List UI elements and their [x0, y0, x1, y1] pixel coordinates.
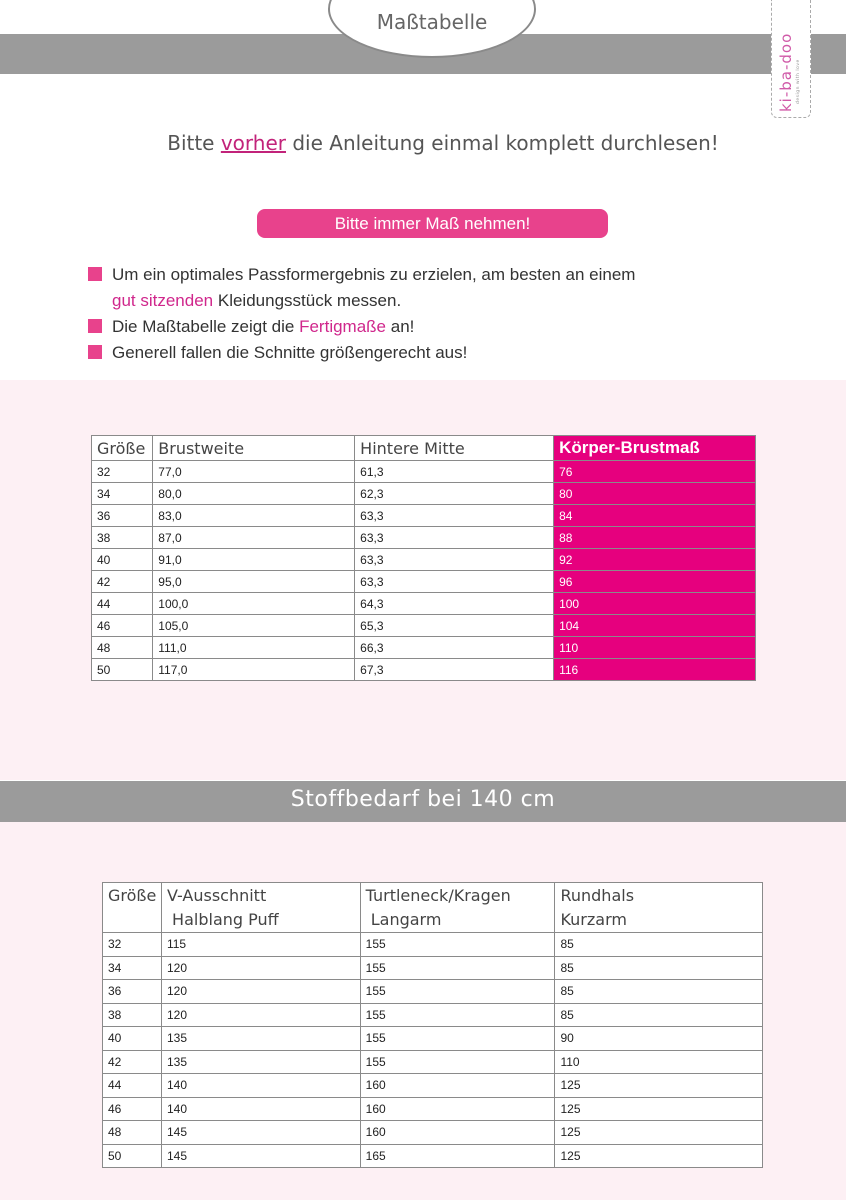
table-cell: 85 [555, 1003, 763, 1027]
brand-logo: ki-ba-doo [777, 32, 795, 112]
table-row [92, 527, 756, 549]
table-cell: 155 [360, 980, 555, 1004]
table-row [92, 571, 756, 593]
table-cell: 160 [360, 1121, 555, 1145]
table-cell: 50 [92, 659, 153, 681]
table-cell: 145 [161, 1121, 360, 1145]
table-cell: 66,3 [355, 637, 554, 659]
table-cell: 85 [555, 980, 763, 1004]
table-cell: 155 [360, 1027, 555, 1051]
table-cell: 65,3 [355, 615, 554, 637]
table-cell: 104 [554, 615, 756, 637]
tip-text: an! [386, 317, 415, 336]
table-cell: 61,3 [355, 461, 554, 483]
fabric-section-title: Stoffbedarf bei 140 cm [290, 787, 556, 812]
table-cell: 46 [92, 615, 153, 637]
tip-highlight: gut sitzenden [112, 291, 214, 310]
table-cell: 36 [103, 980, 162, 1004]
table-cell: 95,0 [153, 571, 355, 593]
table-cell: 42 [103, 1050, 162, 1074]
table-cell: 115 [161, 933, 360, 957]
table-cell: 40 [92, 549, 153, 571]
bullet-square-icon [88, 319, 102, 333]
intro-highlight: vorher [220, 131, 286, 155]
table-cell: 36 [92, 505, 153, 527]
table-cell: 135 [161, 1027, 360, 1051]
tips-list [88, 262, 708, 366]
table-cell: 85 [555, 956, 763, 980]
table-cell: 91,0 [153, 549, 355, 571]
table-row [103, 933, 763, 957]
table-cell: 135 [161, 1050, 360, 1074]
size-table [91, 435, 756, 681]
table-cell: 96 [554, 571, 756, 593]
table-row [103, 1003, 763, 1027]
table-cell: 87,0 [153, 527, 355, 549]
table-cell: 38 [103, 1003, 162, 1027]
table-cell: 125 [555, 1097, 763, 1121]
list-item-continuation [88, 288, 708, 314]
table-cell: 125 [555, 1074, 763, 1098]
table-cell: 85 [555, 933, 763, 957]
table-cell: 120 [161, 1003, 360, 1027]
table-cell: 155 [360, 1050, 555, 1074]
header-line: Halblang Puff [166, 910, 279, 929]
tip-highlight: Fertigmaße [299, 317, 387, 336]
column-header-turtleneck [360, 883, 555, 933]
table-cell: 46 [103, 1097, 162, 1121]
bullet-square-icon [88, 267, 102, 281]
table-cell: 110 [555, 1050, 763, 1074]
table-row [103, 1050, 763, 1074]
table-cell: 63,3 [355, 505, 554, 527]
table-row [92, 593, 756, 615]
table-cell: 32 [92, 461, 153, 483]
brand-tagline: design with love [796, 59, 801, 104]
table-row [103, 980, 763, 1004]
table-cell: 120 [161, 980, 360, 1004]
table-cell: 62,3 [355, 483, 554, 505]
table-row [92, 659, 756, 681]
table-cell: 165 [360, 1144, 555, 1168]
table-row [103, 1027, 763, 1051]
table-cell: 155 [360, 956, 555, 980]
table-cell: 88 [554, 527, 756, 549]
table-cell: 64,3 [355, 593, 554, 615]
column-header-size [103, 883, 162, 933]
column-header-chest-width: Brustweite [153, 436, 355, 461]
table-cell: 140 [161, 1074, 360, 1098]
table-row [103, 956, 763, 980]
column-header-body-chest: Körper-Brustmaß [554, 436, 756, 461]
tip-text: Kleidungsstück messen. [213, 291, 402, 310]
table-cell: 116 [554, 659, 756, 681]
table-cell: 76 [554, 461, 756, 483]
table-cell: 111,0 [153, 637, 355, 659]
list-item [88, 314, 708, 340]
tip-text: Generell fallen die Schnitte größengerecht aus! [112, 343, 468, 362]
table-row [92, 637, 756, 659]
table-cell: 80 [554, 483, 756, 505]
header-line: Langarm [365, 910, 442, 929]
table-cell: 90 [555, 1027, 763, 1051]
size-table-body [92, 461, 756, 681]
header-line: Größe [108, 886, 157, 905]
intro-text [0, 131, 846, 155]
table-row [103, 1097, 763, 1121]
table-cell: 63,3 [355, 527, 554, 549]
tip-text: Die Maßtabelle zeigt die [112, 317, 300, 336]
table-cell: 44 [92, 593, 153, 615]
table-cell: 160 [360, 1097, 555, 1121]
table-row [92, 505, 756, 527]
table-row [103, 1144, 763, 1168]
table-cell: 140 [161, 1097, 360, 1121]
table-cell: 48 [103, 1121, 162, 1145]
table-cell: 83,0 [153, 505, 355, 527]
table-header-row [103, 883, 763, 933]
table-cell: 34 [103, 956, 162, 980]
table-cell: 117,0 [153, 659, 355, 681]
table-cell: 48 [92, 637, 153, 659]
table-cell: 92 [554, 549, 756, 571]
table-cell: 120 [161, 956, 360, 980]
table-header-row [92, 436, 756, 461]
table-cell: 160 [360, 1074, 555, 1098]
table-cell: 42 [92, 571, 153, 593]
header-line: Kurzarm [560, 910, 627, 929]
table-row [92, 549, 756, 571]
table-cell: 34 [92, 483, 153, 505]
table-cell: 100 [554, 593, 756, 615]
table-cell: 105,0 [153, 615, 355, 637]
table-cell: 100,0 [153, 593, 355, 615]
list-item [88, 262, 708, 288]
intro-after: die Anleitung einmal komplett durchlesen! [286, 131, 719, 155]
table-cell: 125 [555, 1144, 763, 1168]
column-header-round-neck [555, 883, 763, 933]
table-cell: 80,0 [153, 483, 355, 505]
tip-text: Um ein optimales Passformergebnis zu erzielen, am besten an einem [112, 265, 636, 284]
header-line: V-Ausschnitt [166, 886, 267, 905]
table-cell: 155 [360, 1003, 555, 1027]
table-cell: 125 [555, 1121, 763, 1145]
table-cell: 50 [103, 1144, 162, 1168]
bullet-square-icon [88, 345, 102, 359]
table-cell: 63,3 [355, 549, 554, 571]
fabric-table [102, 882, 763, 1168]
table-cell: 38 [92, 527, 153, 549]
table-row [92, 615, 756, 637]
table-row [92, 483, 756, 505]
table-row [92, 461, 756, 483]
intro-before: Bitte [167, 131, 221, 155]
table-row [103, 1074, 763, 1098]
page-title: Maßtabelle [376, 10, 488, 34]
table-cell: 32 [103, 933, 162, 957]
table-cell: 77,0 [153, 461, 355, 483]
column-header-v-neck [161, 883, 360, 933]
column-header-size: Größe [92, 436, 153, 461]
fabric-table-body [103, 933, 763, 1168]
table-cell: 145 [161, 1144, 360, 1168]
table-cell: 110 [554, 637, 756, 659]
table-cell: 155 [360, 933, 555, 957]
column-header-back-center: Hintere Mitte [355, 436, 554, 461]
list-item [88, 340, 708, 366]
table-row [103, 1121, 763, 1145]
table-cell: 84 [554, 505, 756, 527]
header-line: Turtleneck/Kragen [365, 886, 511, 905]
header-line: Rundhals [560, 886, 635, 905]
table-cell: 40 [103, 1027, 162, 1051]
table-cell: 63,3 [355, 571, 554, 593]
table-cell: 44 [103, 1074, 162, 1098]
measure-notice-button[interactable]: Bitte immer Maß nehmen! [257, 209, 608, 238]
table-cell: 67,3 [355, 659, 554, 681]
